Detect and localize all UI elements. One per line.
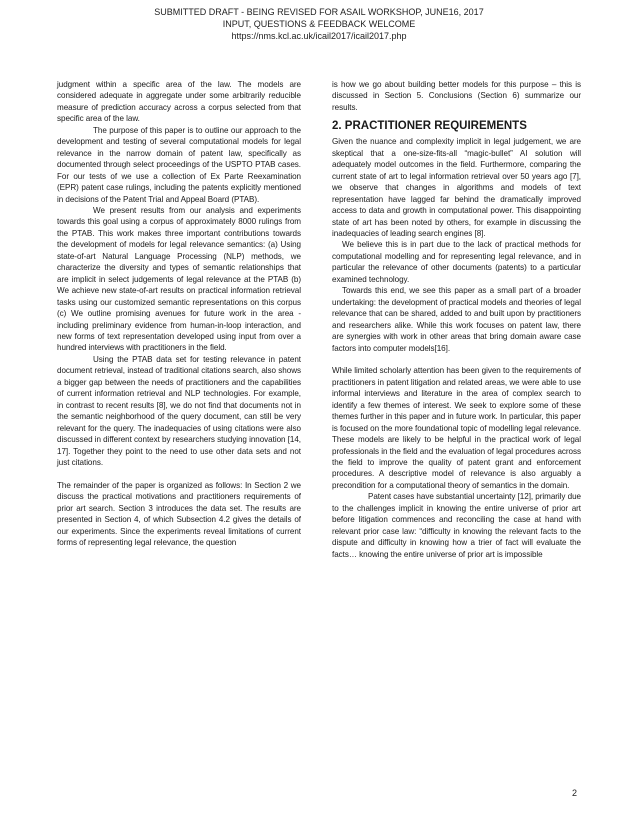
left-paragraph-1: judgment within a specific area of the law. The models are considered adequate in aggregate under some arbitrarily reducible measure of prediction accuracy across a corpus selected from that specific area of the law. bbox=[57, 80, 301, 124]
page-header bbox=[0, 6, 638, 42]
right-paragraph-6: Patent cases have substantial uncertainty [12], primarily due to the challenges implicit in knowing the entire universe of prior art before litigation commences and reconciling the case at hand with relevant prior case law: “difficulty in knowing the relevant facts to the dispute and difficulty in knowing how a trier of fact will evaluate the facts… knowing the entire universe of prior art is impossible bbox=[332, 492, 581, 559]
right-paragraph-2: Given the nuance and complexity implicit in legal judgement, we are skeptical that a one-size-fits-all “magic-bullet” AI solution will adequately model outcomes in the field. Furthermore, comparing the current state of art to legal information retrieval over 50 years ago [7], we observe that changes in algorithms and models of text representation have lagged far behind the dramatically improved access to data and growth in computational power. This disappointing state of art has been noted by others, for example in discussing the inadequacies of leading search engines [8]. bbox=[332, 137, 581, 238]
left-paragraph-3: We present results from our analysis and experiments towards this goal using a corpus of approximately 8000 rulings from the PTAB. This work makes three important contributions towards the development of models for legal relevance semantics: (a) Using state-of-art Natural Language Processing (NLP) methods, we characterize the diversity and types of semantic relationships that are implicit in select judgements of legal relevance at the PTAB (b) We achieve new state-of-art results on practical information retrieval tasks using our customized semantic representations on this corpus (c) We outline promising avenues for future work in the area - including preliminary evidence from human-in-loop interaction, and new forms of text representation developed using input from over a hundred interviews with practitioners in the field. bbox=[57, 205, 301, 353]
left-paragraph-5: The remainder of the paper is organized as follows: In Section 2 we discuss the practical motivations and practitioners requirements of prior art search. Section 3 introduces the data set. The results are presented in Section 4, of which Subsection 4.2 gives the details of our experiments. Since the experiments reveal limitations of current forms of representing legal relevance, the question bbox=[57, 480, 301, 548]
paragraph-gap bbox=[57, 468, 301, 479]
left-paragraph-4: Using the PTAB data set for testing relevance in patent document retrieval, instead of traditional citations search, also shows a bigger gap between the needs of practitioners and the capabilities of current information retrieval and NLP technologies. For example, in contrast to recent results [8], we do not find that documents not in the semantic neighborhood of the query document, can still be very relevant for the query. The inadequacies of using citations were also discussed in different context by researchers studying innovation [14, 17]. Together they point to the need to use other data sets and not just citations. bbox=[57, 354, 301, 467]
header-draft-notice: SUBMITTED DRAFT - BEING REVISED FOR ASAIL WORKSHOP, JUNE16, 2017 bbox=[154, 7, 484, 17]
left-paragraph-2: The purpose of this paper is to outline our approach to the development and testing of several computational models for legal relevance in the narrow domain of patent law, specifically as documented through select proceedings of the USPTO PTAB cases. For our tests of we use a collection of Ex Parte Reexamination (EPR) patent case rulings, including the patents explicitly mentioned in decisions of the Patent Trial and Appeal Board (PTAB). bbox=[57, 125, 301, 204]
page-number: 2 bbox=[572, 788, 578, 798]
section-heading-practitioner-requirements: 2. PRACTITIONER REQUIREMENTS bbox=[332, 120, 527, 133]
right-column bbox=[332, 79, 581, 560]
left-column bbox=[57, 79, 301, 549]
paragraph-gap bbox=[332, 354, 581, 365]
right-paragraph-1: is how we go about building better models for this purpose – this is discussed in Section 5. Conclusions (Section 6) summarize our results. bbox=[332, 80, 581, 112]
header-url[interactable]: https://nms.kcl.ac.uk/icail2017/icail2017.php bbox=[231, 31, 407, 41]
right-paragraph-3: We believe this is in part due to the lack of practical methods for computational modelling and for representing legal relevance, and in particular the relevance of other documents (patents) to a particular examined technology. bbox=[332, 240, 581, 284]
right-paragraph-4: Towards this end, we see this paper as a small part of a broader undertaking: the development of practical models and theories of legal relevance that can be shared, added to and built upon by practitioners and researchers alike. While this work focuses on patent law, there are synergies with work in other areas that bring domain aware case factors into computer models[16]. bbox=[332, 286, 581, 353]
right-paragraph-5: While limited scholarly attention has been given to the requirements of practitioners in patent litigation and related areas, we were able to use informal interviews and literature in the area of complex search to identify a few themes of interest. We seek to explore some of these themes further in this paper and in future work. In particular, this paper is focused on the more foundational topic of modelling legal relevance. These models are likely to be helpful in the practical work of legal professionals in the field and the evaluation of legal procedures across the field to improve the quality of patent grant and enforcement procedures. A descriptive model of relevance is also arguably a precondition for a computational theory of semantics in the domain. bbox=[332, 366, 581, 490]
header-feedback-notice: INPUT, QUESTIONS & FEEDBACK WELCOME bbox=[222, 19, 416, 29]
